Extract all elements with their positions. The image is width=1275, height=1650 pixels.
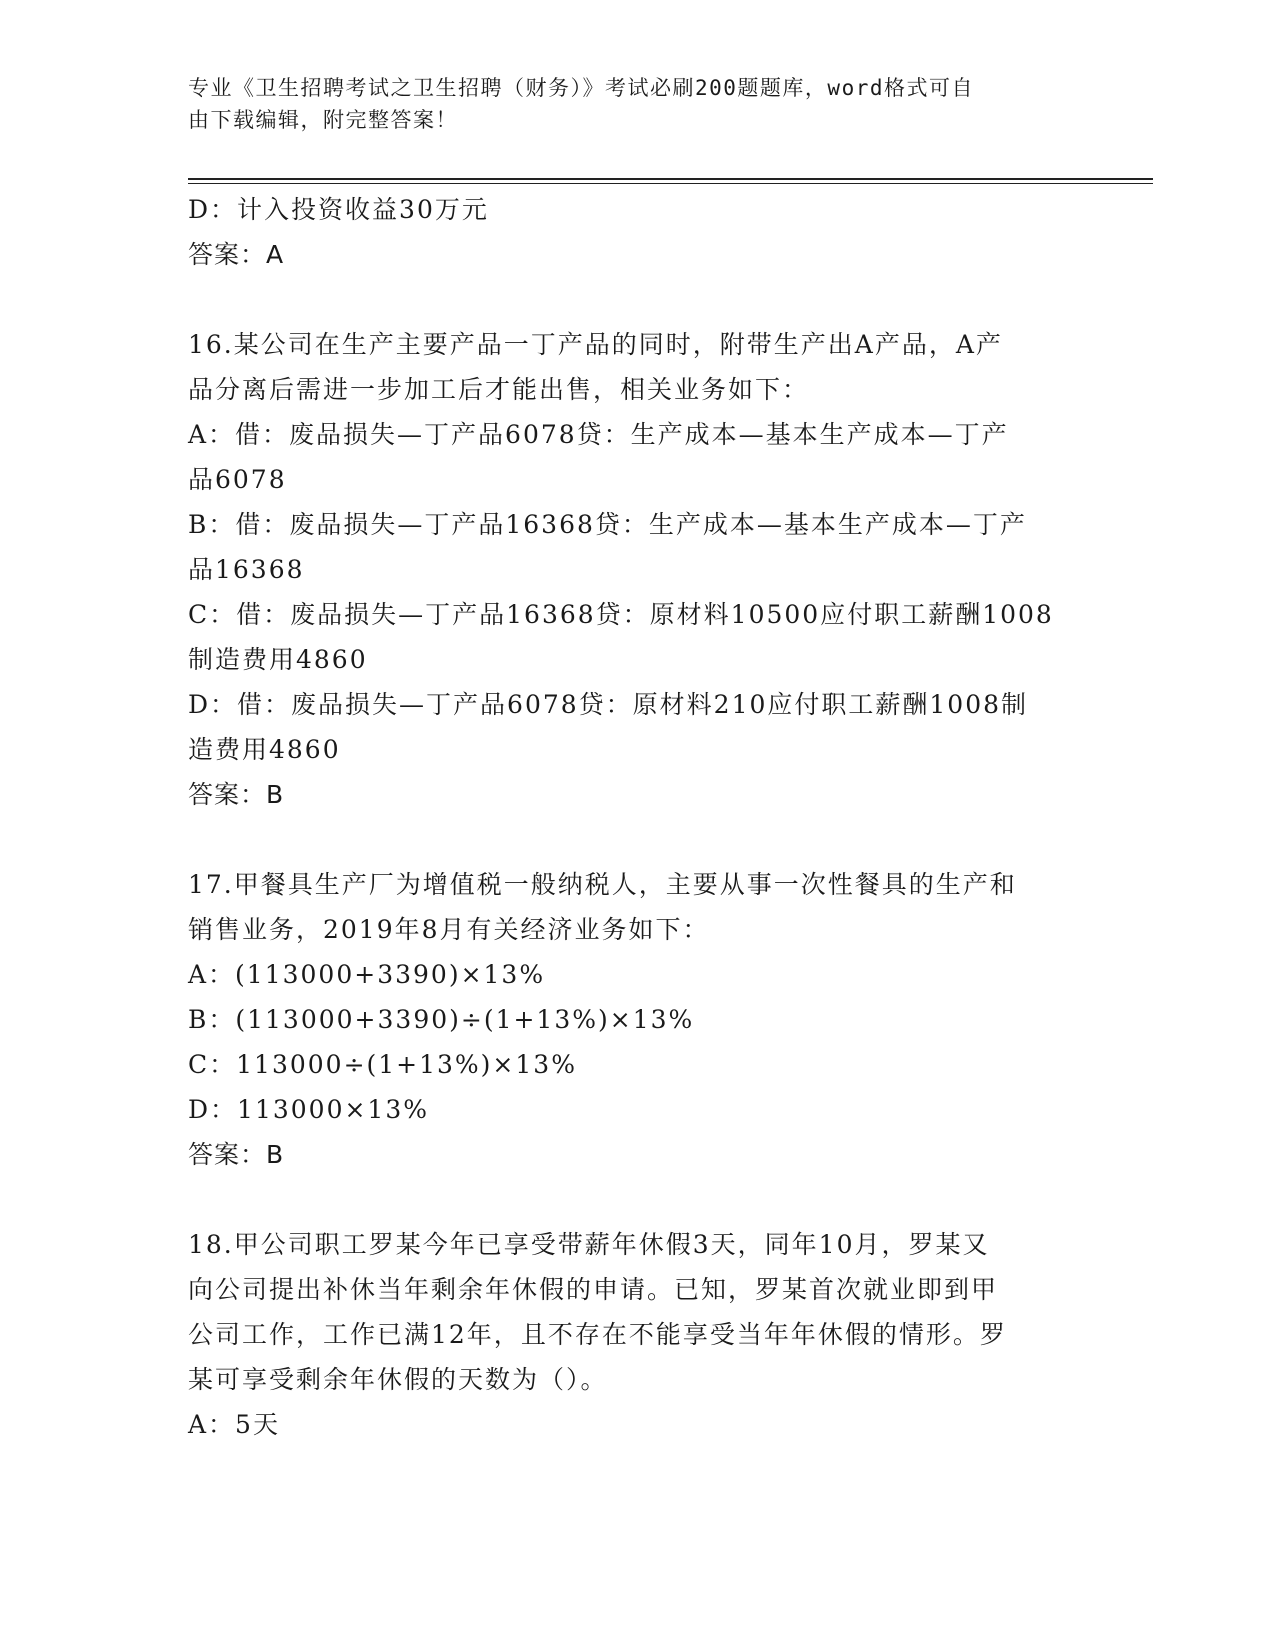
question-stem: 18.甲公司职工罗某今年已享受带薪年休假3天，同年10月，罗某又	[188, 1230, 990, 1259]
option-c: C：113000÷(1+13%)×13%	[188, 1050, 577, 1079]
option-d-cont: 造费用4860	[188, 735, 341, 764]
option-c-cont: 制造费用4860	[188, 645, 368, 674]
option-a: A：(113000+3390)×13%	[188, 960, 546, 989]
header-rule-thin	[188, 183, 1153, 184]
question-18	[188, 1222, 1088, 1447]
question-17	[188, 862, 1088, 1177]
spacer	[188, 277, 1088, 322]
option-b-cont: 品16368	[188, 555, 305, 584]
option-a: A：5天	[188, 1410, 280, 1439]
option-b: B：借：废品损失—丁产品16368贷：生产成本—基本生产成本—丁产	[188, 510, 1027, 539]
option-b: B：(113000+3390)÷(1+13%)×13%	[188, 1005, 695, 1034]
header-line-2: 由下载编辑，附完整答案！	[188, 108, 458, 132]
question-stem: 某可享受剩余年休假的天数为（）。	[188, 1365, 608, 1394]
spacer	[188, 817, 1088, 862]
option-a: A：借：废品损失—丁产品6078贷：生产成本—基本生产成本—丁产	[188, 420, 1009, 449]
answer: 答案：B	[188, 780, 285, 809]
document-body	[188, 187, 1088, 1447]
question-stem: 16.某公司在生产主要产品一丁产品的同时，附带生产出A产品，A产	[188, 330, 1003, 359]
option-c: C：借：废品损失—丁产品16368贷：原材料10500应付职工薪酬1008	[188, 600, 1054, 629]
question-stem: 17.甲餐具生产厂为增值税一般纳税人，主要从事一次性餐具的生产和	[188, 870, 1017, 899]
question-stem: 公司工作，工作已满12年，且不存在不能享受当年年休假的情形。罗	[188, 1320, 1007, 1349]
question-stem: 品分离后需进一步加工后才能出售，相关业务如下：	[188, 375, 810, 404]
header-rule-thick	[188, 178, 1153, 180]
question-16	[188, 322, 1088, 817]
header-line-1: 专业《卫生招聘考试之卫生招聘（财务）》考试必刷200题题库，word格式可自	[188, 76, 974, 100]
option-d: D：借：废品损失—丁产品6078贷：原材料210应付职工薪酬1008制	[188, 690, 1029, 719]
option-d: D：113000×13%	[188, 1095, 429, 1124]
option-d: D：计入投资收益30万元	[188, 195, 489, 224]
spacer	[188, 1177, 1088, 1222]
answer: 答案：B	[188, 1140, 285, 1169]
answer: 答案：A	[188, 240, 285, 269]
question-stem: 销售业务，2019年8月有关经济业务如下：	[188, 915, 710, 944]
previous-question-tail	[188, 187, 1088, 277]
document-header	[188, 72, 1088, 136]
question-stem: 向公司提出补休当年剩余年休假的申请。已知，罗某首次就业即到甲	[188, 1275, 999, 1304]
option-a-cont: 品6078	[188, 465, 287, 494]
